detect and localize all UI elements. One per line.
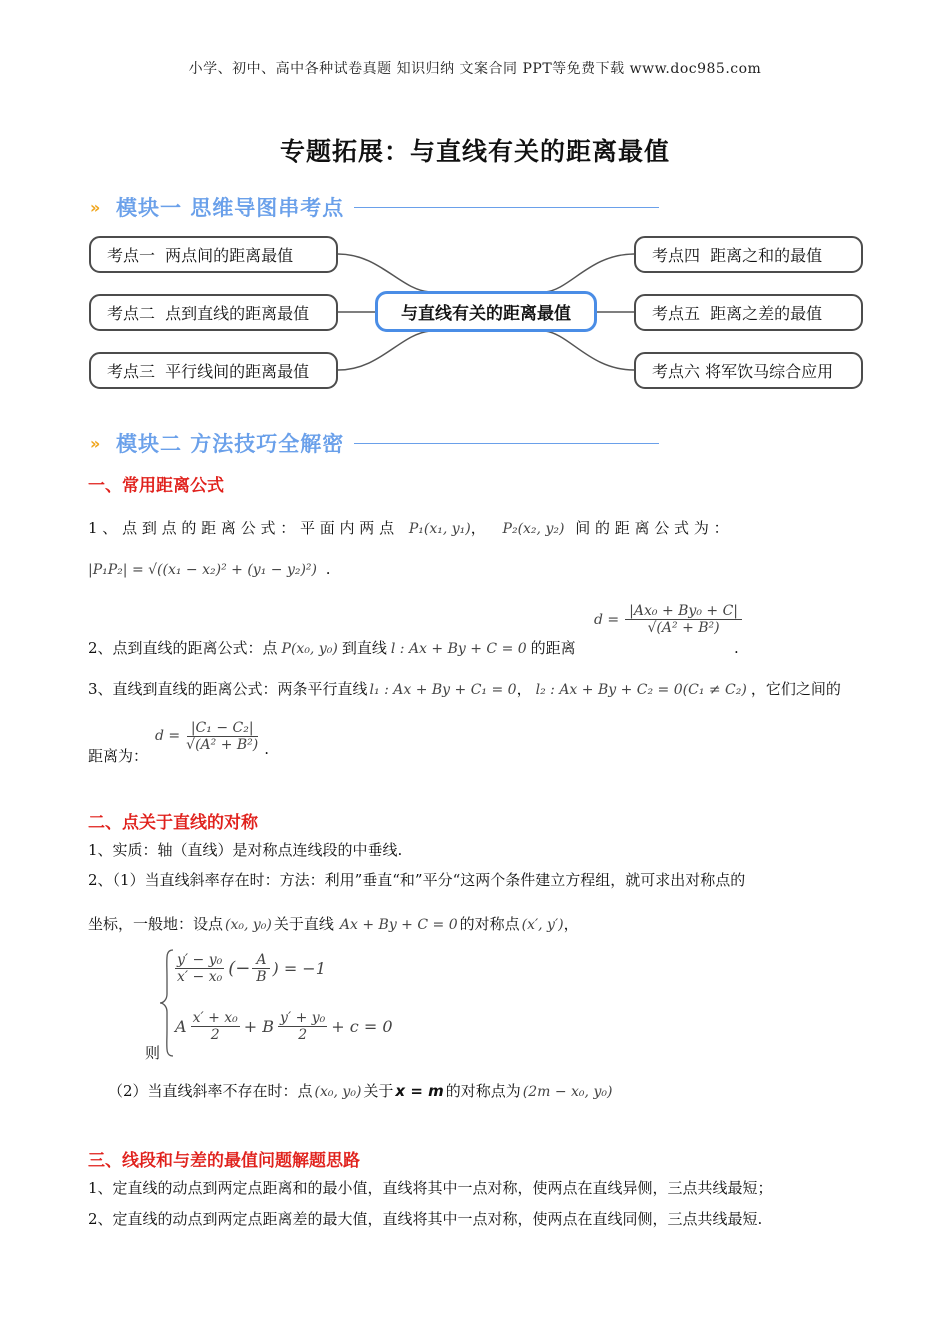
period: . [734, 639, 739, 657]
formula-3-label: 距离为： [88, 747, 149, 765]
parallel-line-distance-formula [155, 712, 269, 760]
denominator: √(A² + B²) [186, 736, 259, 753]
line-l-equation: l : Ax + By + C = 0 [390, 641, 527, 657]
fraction [625, 603, 742, 636]
fraction [252, 952, 270, 985]
section-three-heading: 三、线段和与差的最值问题解题思路 [88, 1151, 360, 1171]
formula-2-to-line: 到直线 [341, 639, 387, 657]
formula-1-line [88, 517, 729, 540]
page-title: 专题拓展：与直线有关的距离最值 [279, 137, 670, 166]
denominator: 2 [210, 1027, 220, 1043]
symmetry-setup-line [88, 913, 579, 936]
numerator: |C₁ − C₂| [187, 720, 258, 737]
numerator: x′ + x₀ [192, 1010, 238, 1026]
formula-3-tail: ，它们之间的 [750, 680, 841, 698]
mind-map-connectors [0, 0, 950, 400]
double-chevron-icon: » [90, 197, 101, 217]
formula-1-expression-line [88, 558, 331, 581]
symmetric-point: (x′, y′) [521, 917, 564, 933]
fraction [191, 1010, 240, 1043]
fraction [175, 952, 224, 985]
comma: ， [516, 680, 532, 698]
point-x0-y0: (x₀, y₀) [314, 1084, 362, 1100]
top-banner: 小学、初中、高中各种试卷真题 知识归纳 文案合同 PPT等免费下载 www.doc985.com [188, 61, 762, 77]
setup-intro: 坐标，一般地：设点 [88, 915, 224, 933]
setup-symmetric-point-label: 的对称点 [459, 915, 520, 933]
point-p: P(x₀, y₀) [281, 641, 338, 657]
sum-minimum-line: 1、定直线的动点到两定点距离和的最小值，直线将其中一点对称，使两点在直线异侧，三点共线最短； [88, 1179, 773, 1197]
point-line-distance-formula [594, 603, 742, 636]
distance-formula-two-points: |P₁P₂| = √((x₁ − x₂)² + (y₁ − y₂)²) [88, 562, 317, 578]
numerator: A [252, 952, 270, 969]
point-p2: P₂(x₂, y₂) [502, 521, 565, 537]
symmetry-method-line: 2、（1）当直线斜率存在时：方法：利用”垂直“和”平分“这两个条件建立方程组，就可求出对称点的 [88, 871, 746, 889]
difference-maximum-line: 2、定直线的动点到两定点距离差的最大值，直线将其中一点对称，使两点在直线同侧，三点共线最短. [88, 1210, 763, 1228]
mindmap-node-left-2: 考点二 点到直线的距离最值 [89, 294, 338, 331]
comma: ， [470, 519, 486, 537]
formula-2-distance-label: 的距离 [530, 639, 576, 657]
formula-1-tail: 间 的 距 离 公 式 为 ： [575, 519, 729, 537]
comma: ， [563, 915, 579, 933]
line-l2-equation: l₂ : Ax + By + C₂ = 0(C₁ ≠ C₂) [535, 682, 747, 698]
point-p1: P₁(x₁, y₁) [408, 521, 471, 537]
open-paren-minus: (− [228, 958, 251, 979]
mindmap-node-left-1: 考点一 两点间的距离最值 [89, 236, 338, 273]
coef-b: + B [243, 1017, 275, 1036]
line-equation: Ax + By + C = 0 [339, 917, 458, 933]
mindmap-center-node: 与直线有关的距离最值 [375, 291, 597, 332]
period: . [325, 560, 331, 578]
formula-1-intro: 1 、 点 到 点 的 距 离 公 式 ： 平 面 内 两 点 [88, 519, 395, 537]
line-x-equals-m: x = m [395, 1082, 444, 1100]
connector-left-1 [338, 254, 430, 292]
equation-1 [175, 952, 326, 985]
coef-a: A [175, 1017, 187, 1036]
denominator: x′ − x₀ [177, 969, 223, 985]
numerator: |Ax₀ + By₀ + C| [625, 603, 742, 620]
double-chevron-icon: » [90, 433, 101, 453]
rhs: ) = −1 [272, 959, 326, 978]
period: . [264, 740, 270, 758]
mind-map [0, 0, 950, 400]
denominator: B [256, 969, 267, 985]
section-one-heading: 一、常用距离公式 [88, 476, 224, 496]
point-x0-y0: (x₀, y₀) [225, 917, 272, 933]
formula-2-intro: 2、点到直线的距离公式：点 [88, 639, 278, 657]
equation-system [145, 948, 405, 1062]
module-two-header [90, 428, 659, 458]
numerator: y′ − y₀ [177, 952, 223, 968]
setup-about-line: 关于直线 [273, 915, 334, 933]
vertical-case-intro: （2）当直线斜率不存在时：点 [108, 1082, 313, 1100]
numerator: y′ + y₀ [280, 1010, 326, 1026]
module-one-label: 模块一 思维导图串考点 [116, 196, 345, 220]
connector-right-3 [545, 331, 634, 370]
symmetric-point-result: (2m − x₀, y₀) [522, 1084, 613, 1100]
section-two-heading: 二、点关于直线的对称 [88, 813, 258, 833]
mindmap-node-right-3: 考点六 将军饮马综合应用 [634, 352, 863, 389]
module-two-divider [354, 443, 659, 444]
fraction [278, 1010, 327, 1043]
module-two-label: 模块二 方法技巧全解密 [116, 432, 345, 456]
mindmap-node-right-2: 考点五 距离之差的最值 [634, 294, 863, 331]
connector-left-3 [338, 331, 430, 370]
vertical-case-result-label: 的对称点为 [445, 1082, 521, 1100]
mindmap-node-right-1: 考点四 距离之和的最值 [634, 236, 863, 273]
d-equals: d = [155, 728, 181, 744]
rhs: + c = 0 [331, 1017, 393, 1036]
d-equals: d = [594, 611, 620, 628]
formula-3-intro: 3、直线到直线的距离公式：两条平行直线 [88, 680, 368, 698]
formula-3-line [88, 678, 841, 701]
fraction [186, 720, 258, 753]
then-label: 则 [145, 1044, 161, 1062]
symmetry-essence-line: 1、实质：轴（直线）是对称点连线段的中垂线. [88, 841, 403, 859]
vertical-case-about: 关于 [363, 1082, 394, 1100]
denominator: √(A² + B²) [647, 620, 720, 636]
denominator: 2 [298, 1027, 308, 1043]
vertical-line-symmetry [108, 1080, 612, 1103]
line-l1-equation: l₁ : Ax + By + C₁ = 0 [369, 682, 517, 698]
mindmap-node-left-3: 考点三 平行线间的距离最值 [89, 352, 338, 389]
equation-2 [175, 1010, 393, 1043]
connector-right-1 [545, 254, 634, 292]
formula-2-line [88, 637, 576, 660]
